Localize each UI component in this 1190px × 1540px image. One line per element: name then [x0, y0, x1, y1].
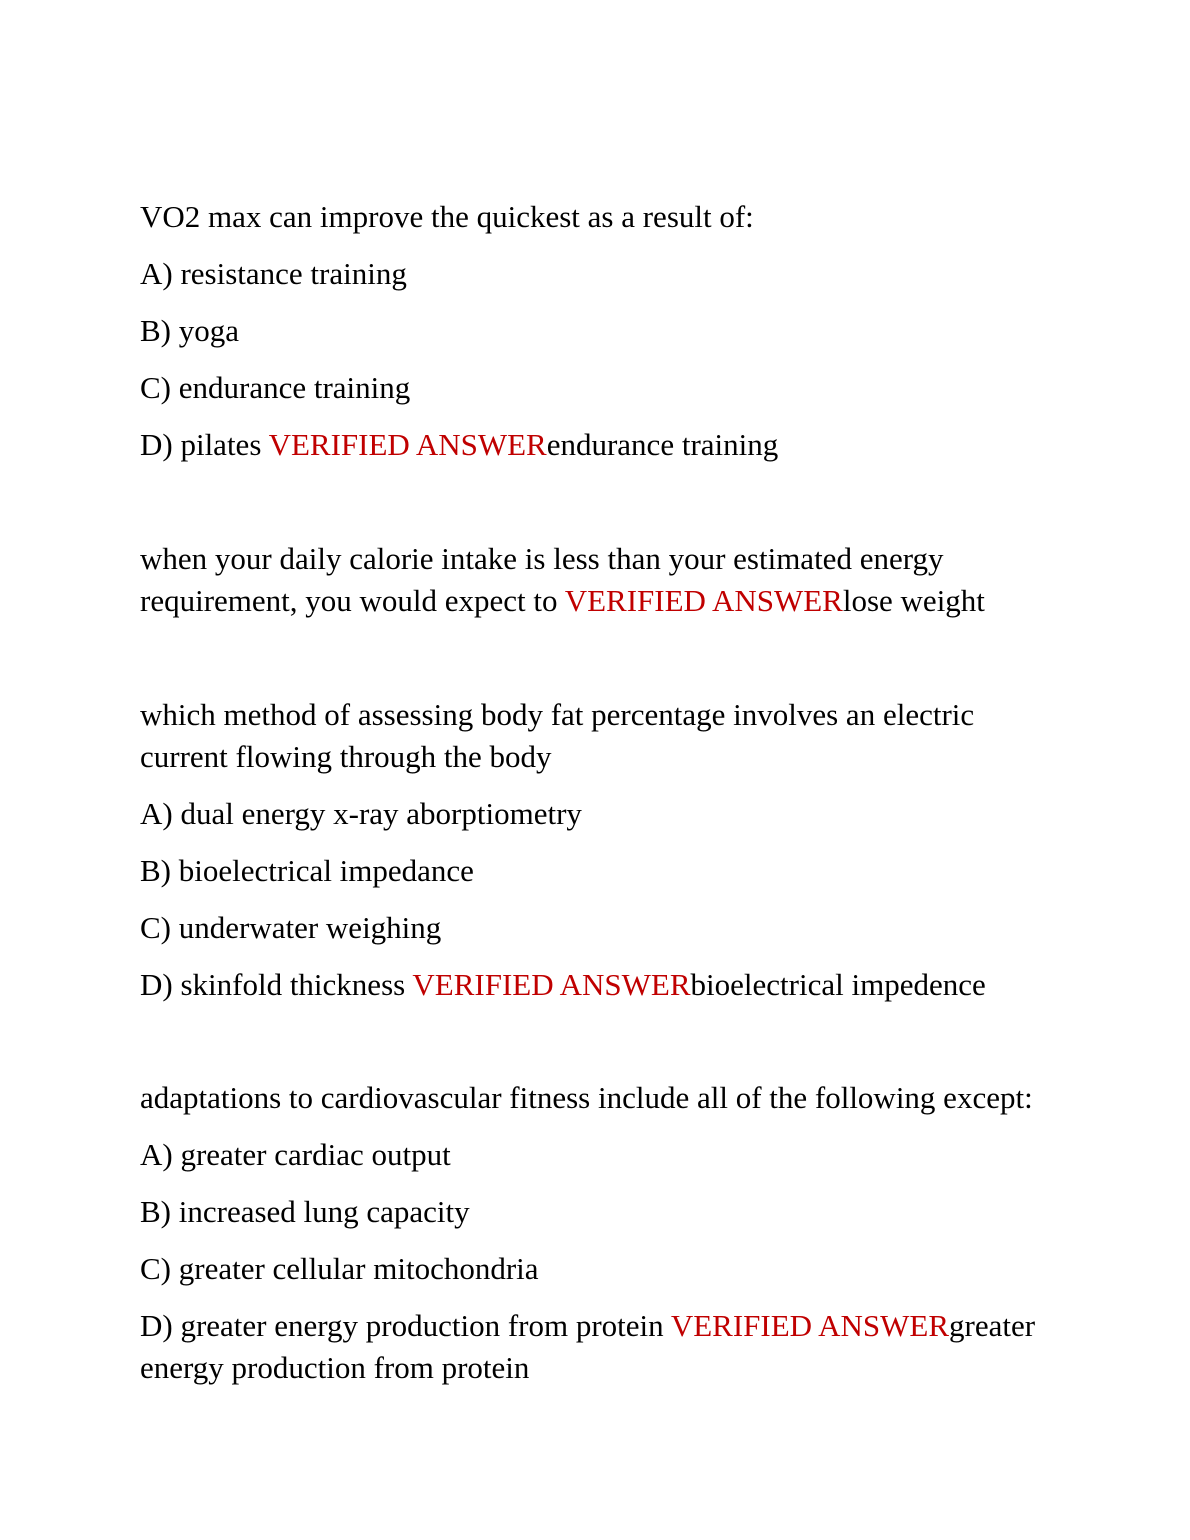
- question-prompt: which method of assessing body fat percentage involves an electric current flowing through the body: [140, 697, 975, 774]
- option-d-with-answer: [140, 1305, 1060, 1389]
- option-b: B) increased lung capacity: [140, 1194, 470, 1229]
- question-1: [140, 196, 1060, 481]
- answer-text: endurance training: [546, 427, 779, 462]
- question-prompt-with-answer: [140, 538, 1060, 622]
- option-c: C) underwater weighing: [140, 910, 442, 945]
- option-a: A) resistance training: [140, 256, 407, 291]
- option-b: B) bioelectrical impedance: [140, 853, 474, 888]
- option-d: D) pilates: [140, 427, 269, 462]
- option-a: A) greater cardiac output: [140, 1137, 451, 1172]
- verified-answer-label: VERIFIED ANSWER: [670, 1308, 949, 1343]
- question-prompt: when your daily calorie intake is less than your estimated energy requirement, you would expect to: [140, 541, 944, 618]
- question-prompt: VO2 max can improve the quickest as a result of:: [140, 199, 754, 234]
- option-d-with-answer: [140, 964, 1060, 1006]
- answer-text: lose weight: [842, 583, 985, 618]
- question-prompt: adaptations to cardiovascular fitness include all of the following except:: [140, 1080, 1033, 1115]
- option-b: B) yoga: [140, 313, 240, 348]
- option-d: D) skinfold thickness: [140, 967, 413, 1002]
- question-3: [140, 694, 1060, 1021]
- option-c: C) endurance training: [140, 370, 411, 405]
- option-d: D) greater energy production from protein: [140, 1308, 671, 1343]
- answer-text: greater energy production from protein: [140, 1308, 1036, 1385]
- question-4: [140, 1077, 1060, 1404]
- option-c: C) greater cellular mitochondria: [140, 1251, 539, 1286]
- verified-answer-label: VERIFIED ANSWER: [564, 583, 843, 618]
- verified-answer-label: VERIFIED ANSWER: [268, 427, 547, 462]
- answer-text: bioelectrical impedence: [690, 967, 986, 1002]
- question-2: [140, 538, 1060, 637]
- option-d-with-answer: [140, 424, 1060, 466]
- verified-answer-label: VERIFIED ANSWER: [412, 967, 691, 1002]
- option-a: A) dual energy x-ray aborptiometry: [140, 796, 582, 831]
